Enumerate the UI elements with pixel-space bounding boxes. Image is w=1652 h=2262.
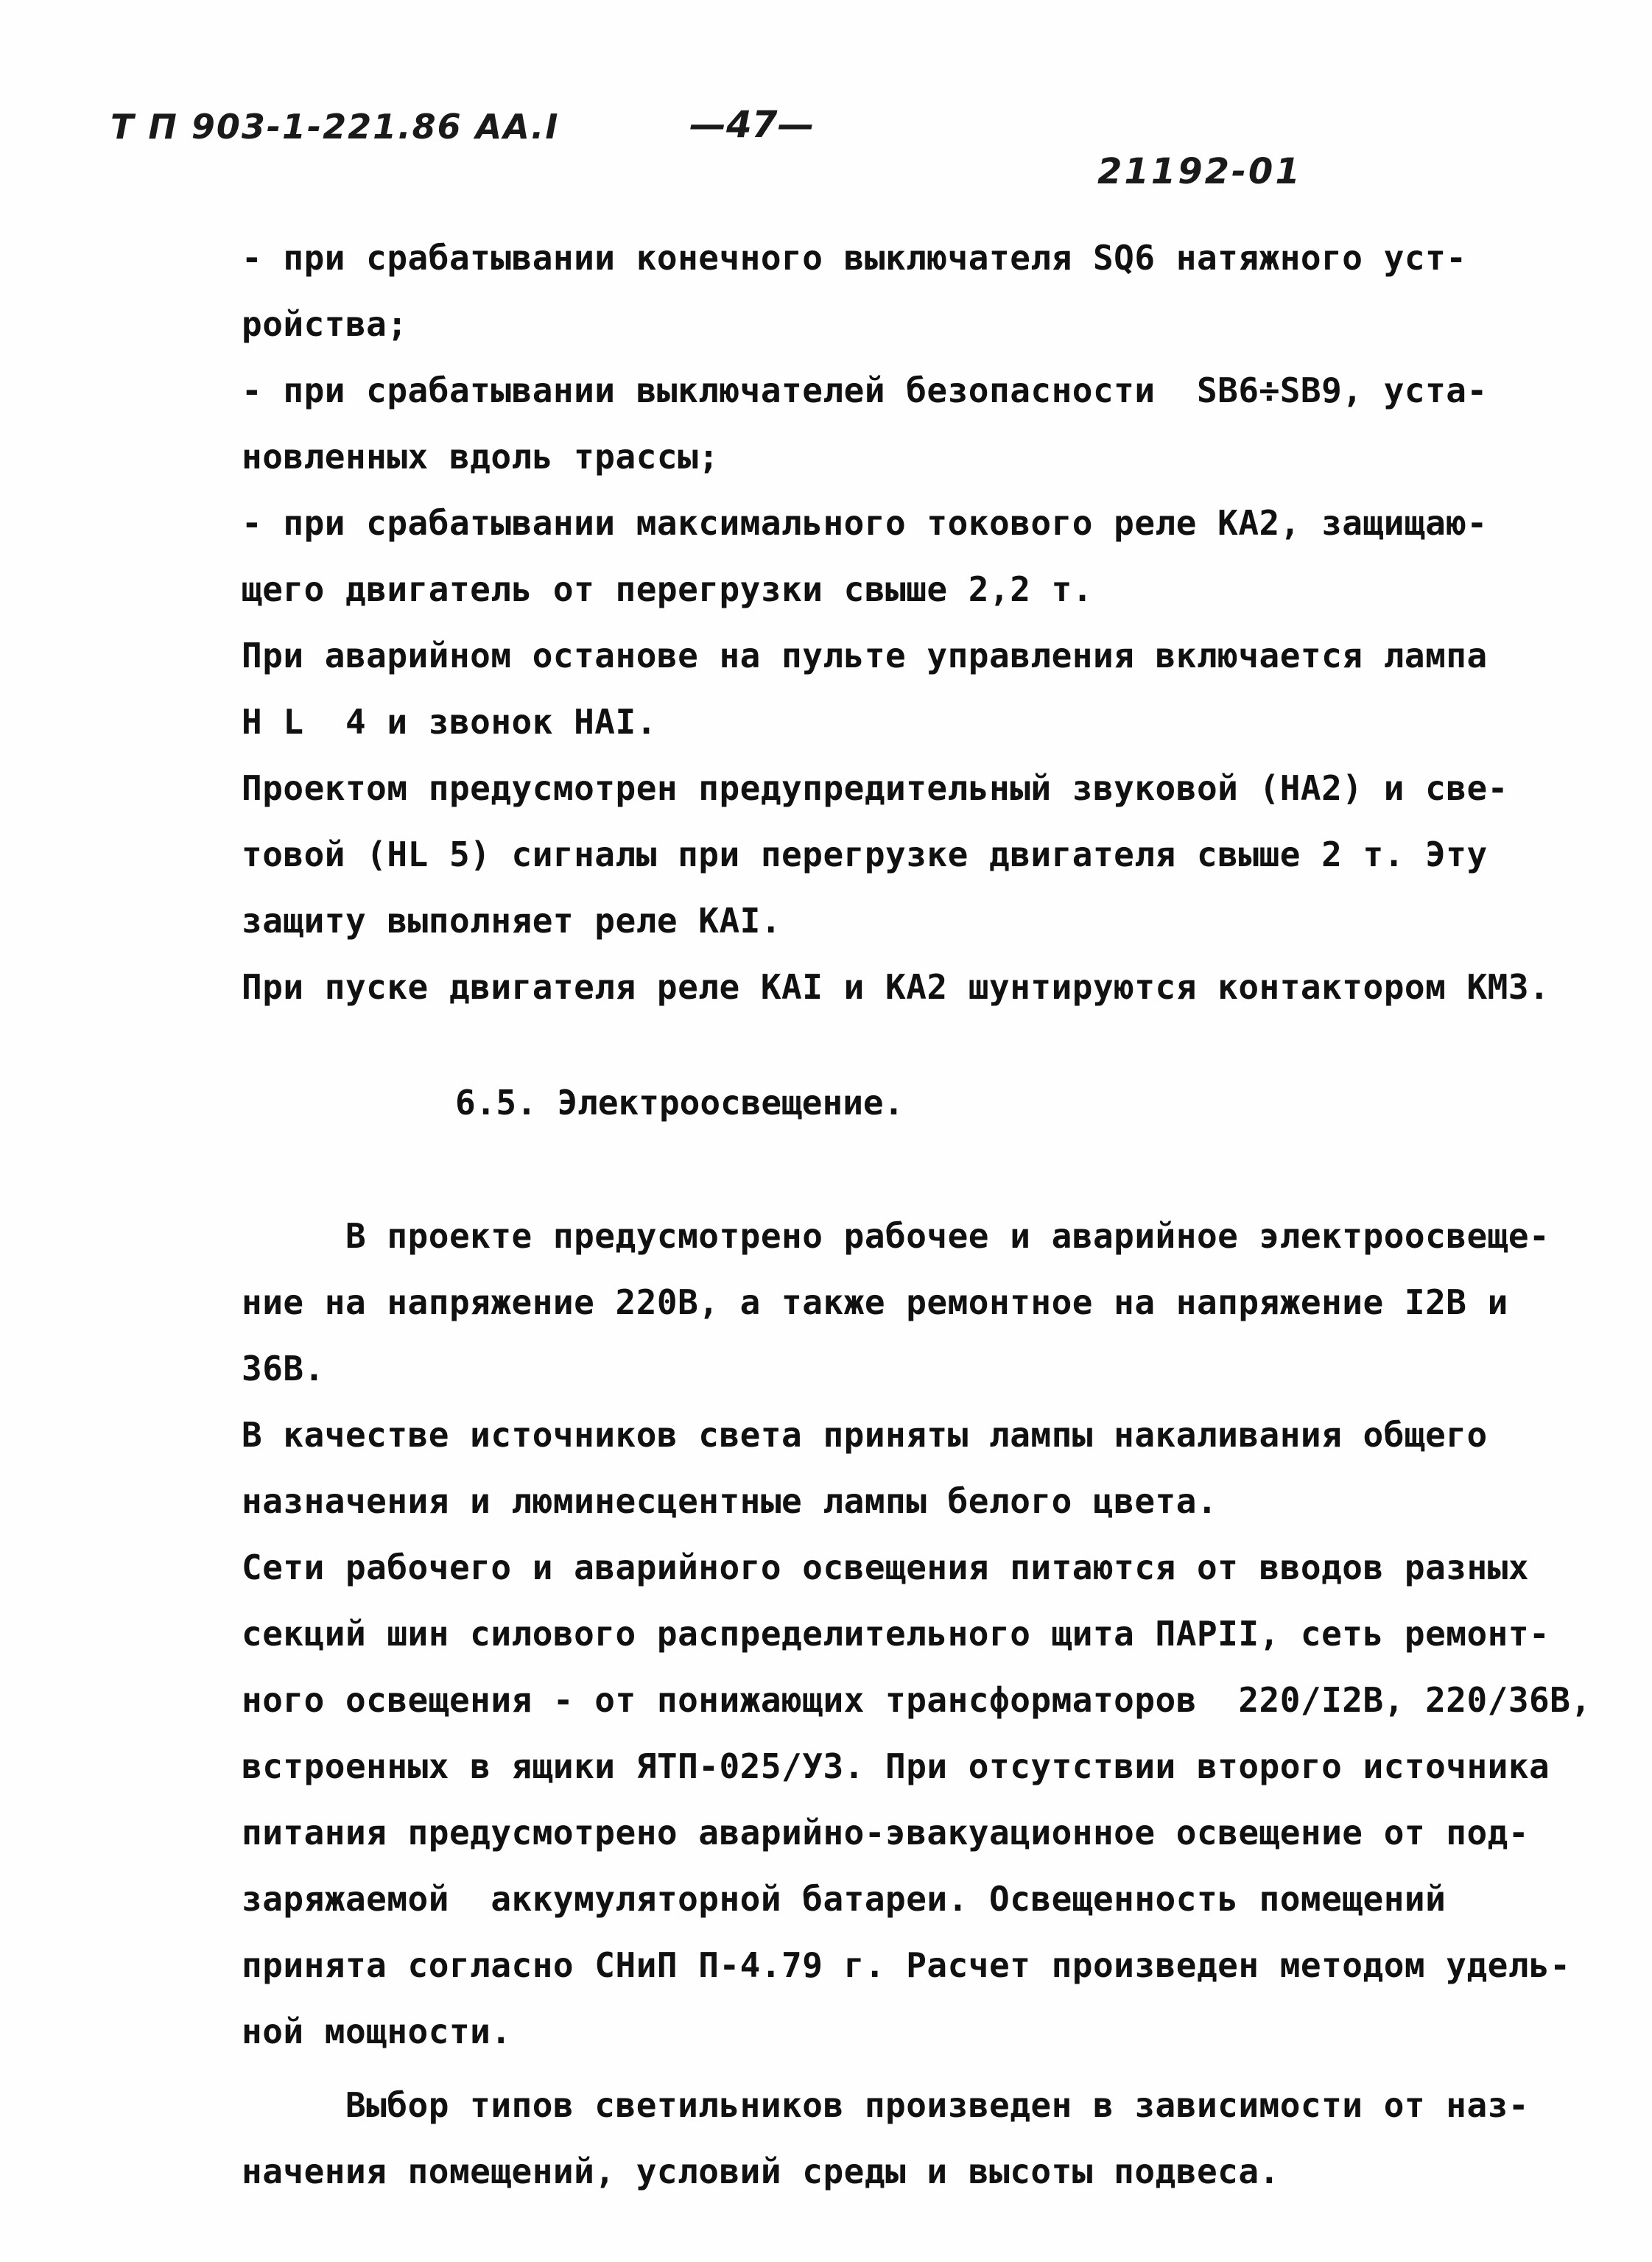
text-line: товой (HL 5) сигналы при перегрузке двигателя свыше 2 т. Эту — [242, 835, 1488, 874]
text-line: - при срабатывании максимального токового реле КА2, защищаю- — [242, 503, 1488, 543]
text-line: назначения и люминесцентные лампы белого цвета. — [242, 1481, 1218, 1521]
text-line: Сети рабочего и аварийного освещения питаются от вводов разных — [242, 1548, 1530, 1587]
text-line: ние на напряжение 220В, а также ремонтное на напряжение I2В и — [242, 1282, 1508, 1322]
text-line: щего двигатель от перегрузки свыше 2,2 т. — [242, 569, 1093, 609]
text-line: принята согласно СНиП П-4.79 г. Расчет произведен методом удель- — [242, 1945, 1571, 1985]
page-number: —47— — [689, 103, 815, 146]
text-line: ной мощности. — [242, 2012, 512, 2051]
text-line: В проекте предусмотрено рабочее и аварийное электроосвеще- — [242, 1216, 1550, 1256]
text-line: начения помещений, условий среды и высоты подвеса. — [242, 2152, 1280, 2191]
text-line: ройства; — [242, 304, 408, 344]
section-heading: 6.5. Электроосвещение. — [455, 1083, 904, 1123]
document-code: Т П 903-1-221.86 АА.I — [110, 107, 560, 147]
text-line: - при срабатывании конечного выключателя SQ6 натяжного уст- — [242, 238, 1467, 278]
text-line: H L 4 и звонок HAI. — [242, 702, 657, 742]
text-line: 36В. — [242, 1349, 325, 1388]
text-line: Выбор типов светильников произведен в зависимости от наз- — [242, 2085, 1530, 2125]
text-line: - при срабатывании выключателей безопасности SB6÷SB9, уста- — [242, 370, 1488, 410]
text-line: заряжаемой аккумуляторной батареи. Освещенность помещений — [242, 1879, 1447, 1919]
text-line: новленных вдоль трассы; — [242, 437, 720, 477]
text-line: питания предусмотрено аварийно-эвакуационное освещение от под- — [242, 1813, 1530, 1852]
text-line: ного освещения - от понижающих трансформаторов 220/I2В, 220/36В, — [242, 1680, 1592, 1720]
text-line: защиту выполняет реле КАI. — [242, 901, 782, 941]
text-line: секций шин силового распределительного щита ПАРII, сеть ремонт- — [242, 1614, 1550, 1654]
text-line: Проектом предусмотрен предупредительный звуковой (НА2) и све- — [242, 768, 1508, 808]
text-line: встроенных в ящики ЯТП-025/У3. При отсутствии второго источника — [242, 1746, 1550, 1786]
sheet-identifier: 21192-01 — [1097, 151, 1302, 192]
text-line: При аварийном останове на пульте управления включается лампа — [242, 636, 1488, 675]
text-line: В качестве источников света приняты лампы накаливания общего — [242, 1415, 1488, 1455]
text-line: При пуске двигателя реле КАI и КА2 шунтируются контактором КМ3. — [242, 967, 1550, 1007]
